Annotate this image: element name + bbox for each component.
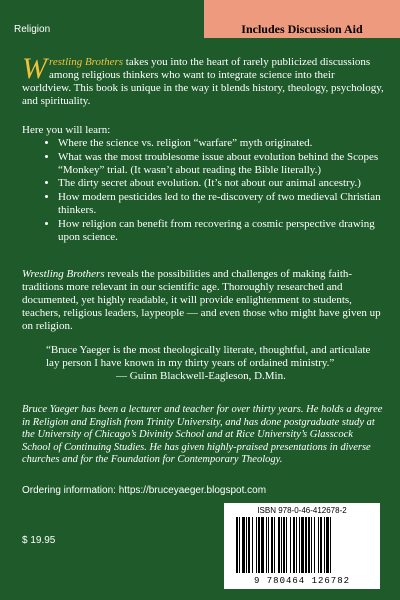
book-title-reveals: Wrestling Brothers xyxy=(22,268,105,280)
intro-text: takes you into the heart of rarely publicized discussions among religious thinkers who want to integrate science into their worldview. This book is unique in the way it blends history, theology, psychology, and spirituality. xyxy=(22,56,384,107)
isbn-number: ISBN 978-0-46-412678-2 xyxy=(257,506,347,515)
list-item: • Where the science vs. religion “warfare” myth originated. xyxy=(58,137,398,150)
book-title-intro: restling Brothers xyxy=(49,56,124,68)
intro-paragraph xyxy=(22,52,384,108)
barcode-bars xyxy=(236,517,368,573)
learn-heading: Here you will learn: xyxy=(22,124,111,136)
list-item: • How religion can benefit from recovering a cosmic perspective drawing upon science. xyxy=(58,218,398,244)
quote-text: “Bruce Yaeger is the most theologically literate, thoughtful, and articulate lay person I have known in my thirty years of ordained ministry.” xyxy=(46,344,371,369)
barcode-digits: 9 780464 126782 xyxy=(253,576,350,586)
category-label: Religion xyxy=(14,24,51,35)
reveals-paragraph xyxy=(22,268,384,333)
ordering-info: Ordering information: https://bruceyaeger.blogspot.com xyxy=(22,485,267,496)
endorsement-quote xyxy=(46,344,376,383)
discussion-aid-badge xyxy=(204,0,400,38)
learn-list xyxy=(40,137,398,244)
list-item: • What was the most troublesome issue about evolution behind the Scopes “Monkey” trial. (It wasn’t about reading the Bible literally.) xyxy=(58,151,398,177)
list-item: • How modern pesticides led to the re-discovery of two medieval Christian thinkers. xyxy=(58,191,398,217)
list-item: • The dirty secret about evolution. (It’s not about our animal ancestry.) xyxy=(58,177,398,190)
drop-cap: W xyxy=(22,52,47,85)
badge-label: Includes Discussion Aid xyxy=(241,22,363,36)
quote-attribution: — Guinn Blackwell-Eagleson, D.Min. xyxy=(116,370,286,382)
author-bio: Bruce Yaeger has been a lecturer and teacher for over thirty years. He holds a degree in Religion and English from Trinity University, and has done postgraduate study at the University of Chicago’s Divinity School and at Rice University’s Glasscock School of Continuing Studies. He has given highly-praised presentations in diverse churches and for the Foundation for Contemporary Theology. xyxy=(22,404,383,466)
reveals-text: reveals the possibilities and challenges of making faith-traditions more relevant in our scientific age. Thoroughly researched and documented, yet highly readable, it will provide enlightenment to students, teachers, religious leaders, laypeople — and even those who might have given up on religion. xyxy=(22,268,381,332)
price-label: $ 19.95 xyxy=(22,535,56,546)
isbn-barcode xyxy=(224,503,380,589)
